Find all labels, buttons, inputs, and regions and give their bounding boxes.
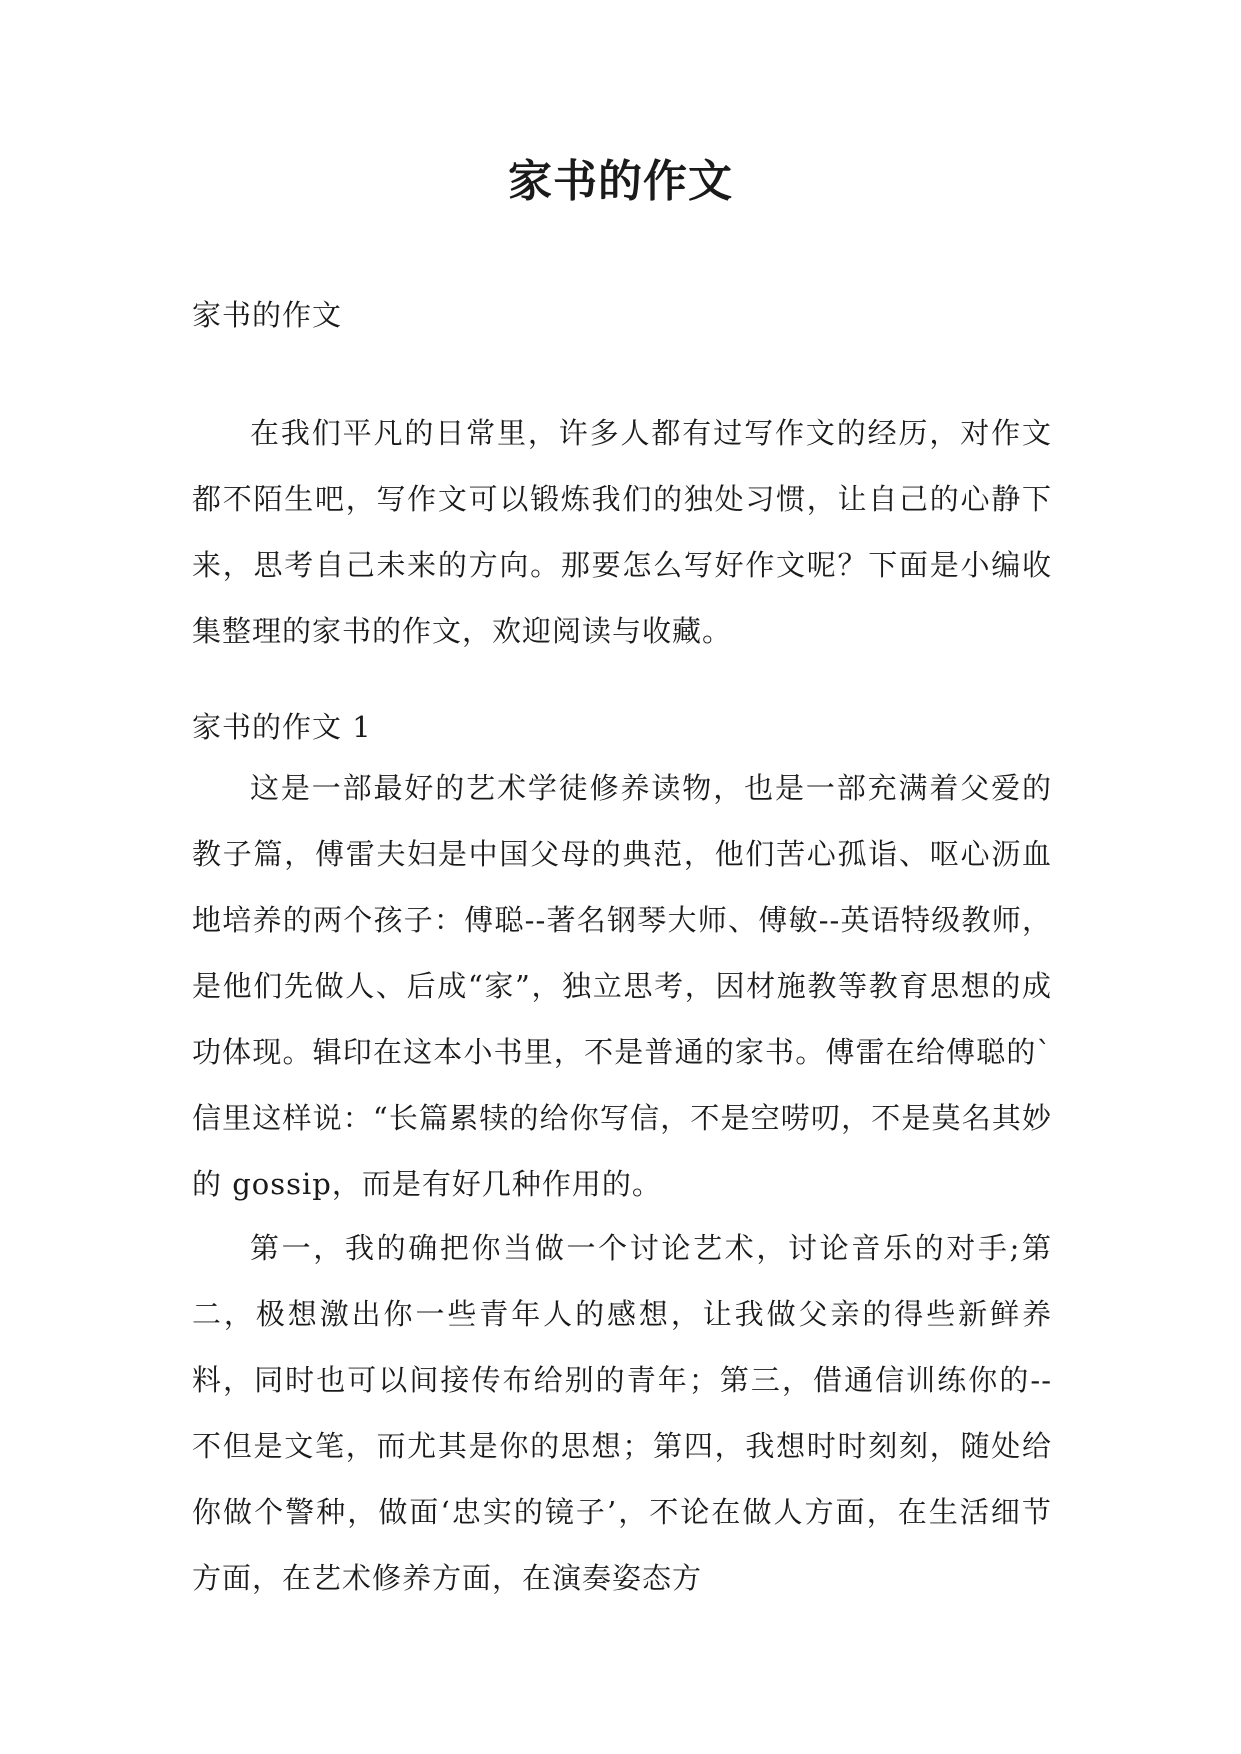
body-paragraph-2: 第一，我的确把你当做一个讨论艺术，讨论音乐的对手;第二，极想激出你一些青年人的感想，让我做父亲的得些新鲜养料，同时也可以间接传布给别的青年；第三，借通信训练你的--不但是文笔，而尤其是你的思想；第四，我想时时刻刻，随处给你做个警种，做面‘忠实的镜子’，不论在做人方面，在生活细节方面，在艺术修养方面，在演奏姿态方 [192,1231,1052,1595]
document-subtitle: 家书的作文 [192,298,343,332]
document-title: 家书的作文 [508,156,733,207]
intro-paragraph: 在我们平凡的日常里，许多人都有过写作文的经历，对作文都不陌生吧，写作文可以锻炼我们的独处习惯，让自己的心静下来，思考自己未来的方向。那要怎么写好作文呢？下面是小编收集整理的家书的作文，欢迎阅读与收藏。 [192,416,1052,648]
section-heading: 家书的作文 1 [192,710,372,744]
body-paragraph-1: 这是一部最好的艺术学徒修养读物，也是一部充满着父爱的教子篇，傅雷夫妇是中国父母的典范，他们苦心孤诣、呕心沥血地培养的两个孩子：傅聪--著名钢琴大师、傅敏--英语特级教师，是他们先做人、后成“家”，独立思考，因材施教等教育思想的成功体现。辑印在这本小书里，不是普通的家书。傅雷在给傅聪的`信里这样说：“长篇累犊的给你写信，不是空唠叨，不是莫名其妙的 gossip，而是有好几种作用的。 [192,771,1052,1201]
